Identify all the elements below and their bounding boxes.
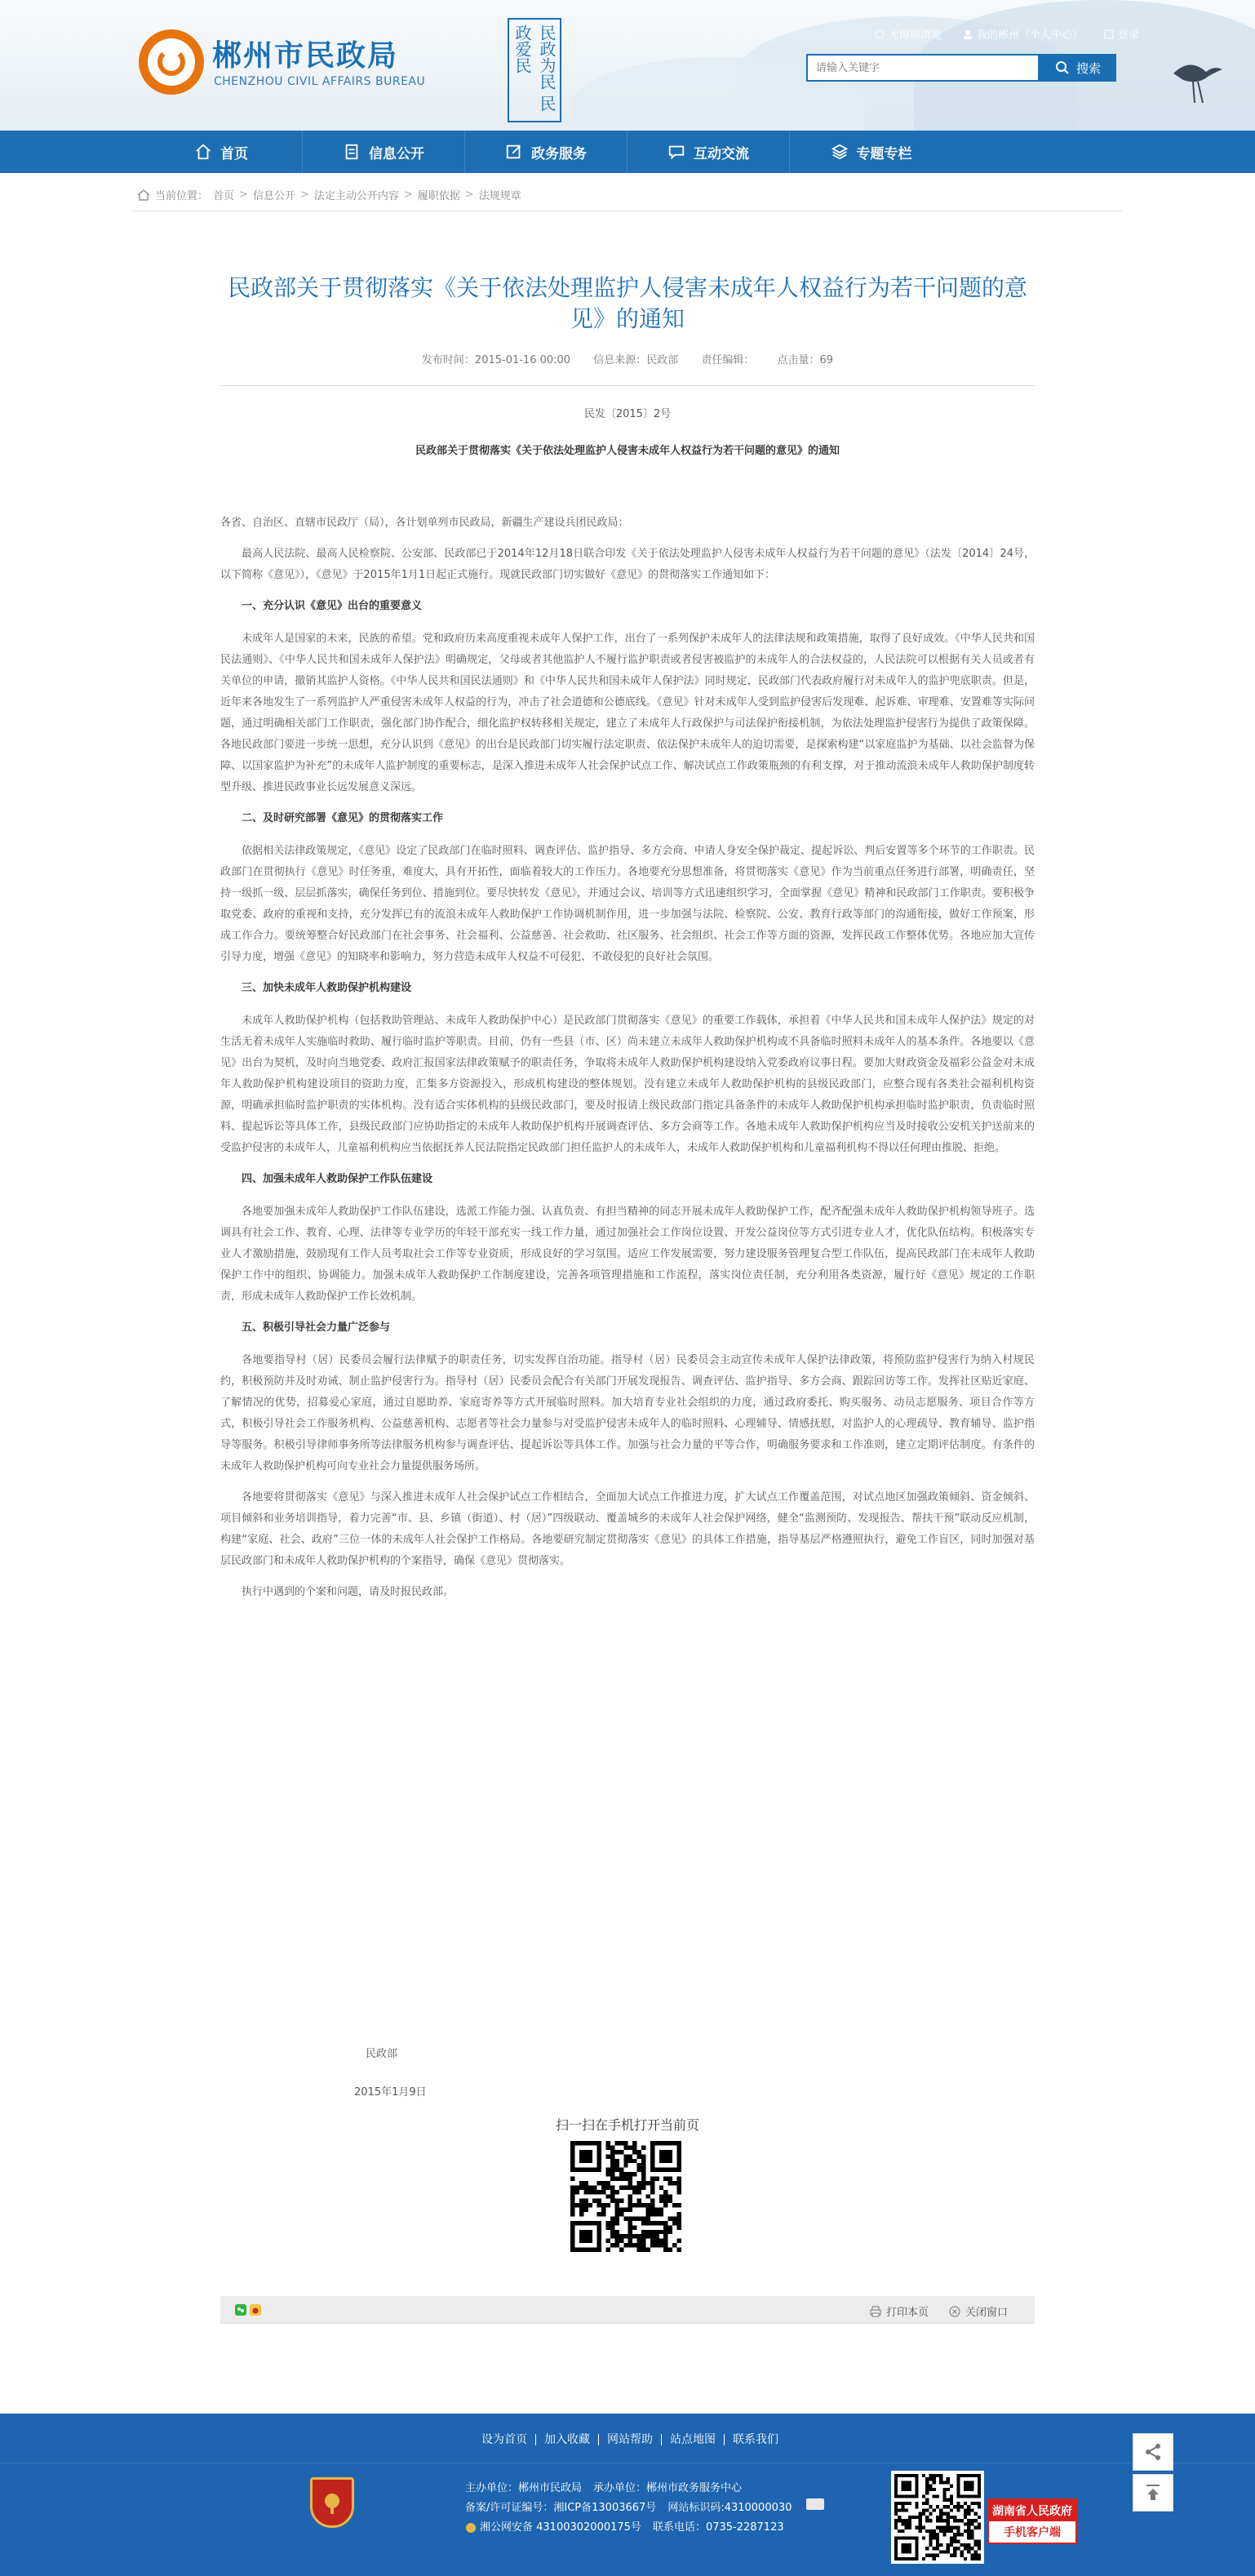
top-links <box>875 26 1139 42</box>
breadcrumb-item[interactable]: 履职依据 <box>417 190 460 202</box>
section-paragraph: 未成年人救助保护机构（包括救助管理站、未成年人救助保护中心）是民政部门贯彻落实《意见》的重要工作载体，承担着《中华人民共和国未成年人保护法》规定的对生活无着未成年人实施临时救助、履行临时监护等职责。目前，仍有一些县（市、区）尚未建立未成年人救助保护机构或不具备临时照料未成年人的基本条件。各地要以《意见》出台为契机，及时向当地党委、政府汇报国家法律政策赋予的职责任务，争取将未成年人救助保护机构建设纳入党委政府议事日程。要加大财政资金及福彩公益金对未成年人救助保护机构建设项目的资助力度，汇集多方资源投入，形成机构建设的整体规划。没有建立未成年人救助保护机构的县级民政部门，应整合现有各类社会福利机构资源，明确承担临时监护职责的实体机构。没有适合实体机构的县级民政部门，要及时报请上级民政部门指定具备条件的未成年人救助保护机构承担临时监护职责，负责临时照料、提起诉讼等具体工作，县级民政部门应协助指定的未成年人救助保护机构开展调查评估、多方会商等工作。各地未成年人救助保护机构应当及时接收公安机关护送前来的受监护侵害的未成年人，儿童福利机构应当依据抚养人民法院指定民政部门担任监护人的未成年人，未成年人救助保护机构和儿童福利机构不得以任何理由推脱、拒绝。 <box>220 1015 1035 1154</box>
breadcrumb-item[interactable]: 法定主动公开内容 <box>313 190 399 202</box>
police-record[interactable]: 湘公网安备 43100302000175号 <box>480 2521 641 2534</box>
footer-info <box>465 2479 824 2538</box>
bureau-logo <box>139 29 204 95</box>
arrow-up-icon <box>1143 2483 1163 2503</box>
section-heading: 二、及时研究部署《意见》的贯彻落实工作 <box>242 812 444 824</box>
site-name-en: CHENZHOU CIVIL AFFAIRS BUREAU <box>214 75 426 88</box>
police-badge-icon <box>465 2522 477 2534</box>
section-heading: 三、加快未成年人救助保护机构建设 <box>242 982 412 994</box>
party-gov-emblem[interactable] <box>310 2477 354 2528</box>
emblem-icon <box>322 2490 343 2515</box>
site-code: 网站标识码:4310000030 <box>667 2502 792 2514</box>
crane-icon <box>1165 49 1231 106</box>
login-icon <box>1104 29 1114 39</box>
main-nav <box>0 131 1255 173</box>
divider <box>220 385 1035 386</box>
sign-date: 2015年1月9日 <box>354 2086 427 2099</box>
footer-link-help[interactable]: 网站帮助 <box>599 2434 662 2445</box>
section-paragraph: 依据相关法律政策规定，《意见》设定了民政部门在临时照料、调查评估、监护指导、多方会商、申请人身安全保护裁定、提起诉讼、判后安置等多个环节的工作职责。民政部门在贯彻执行《意见》时任务重，难度大，具有开拓性，面临着较大的工作压力。各地要充分思想准备，将贯彻落实《意见》作为当前重点任务进行部署，明确责任，坚持一级抓一级、层层抓落实，确保任务到位、措施到位。要尽快转发《意见》，并通过会议、培训等方式迅速组织学习，全面掌握《意见》精神和民政部门工作职责。要积极争取党委、政府的重视和支持，充分发挥已有的流浪未成年人救助保护工作协调机制作用，进一步加强与法院、检察院、公安、教育行政等部门的沟通衔接，做好工作预案，形成工作合力。要统筹整合好民政部门在社会事务、社会福利、公益慈善、社会救助、社区服务、社会组织、社会工作等方面的资源，发挥民政工作整体优势。各地应加大宣传引导力度，增强《意见》的知晓率和影响力，努力营造未成年人权益不可侵犯、不敢侵犯的良好社会氛围。 <box>220 845 1035 963</box>
salutation: 各省、自治区、直辖市民政厅（局），各计划单列市民政局，新疆生产建设兵团民政局： <box>220 517 629 529</box>
document-number: 民发〔2015〕2号 <box>583 408 672 420</box>
hunan-gov-app-badge[interactable] <box>987 2498 1077 2544</box>
chat-icon <box>667 143 685 161</box>
printer-icon <box>870 2306 881 2317</box>
breadcrumb-separator: > <box>403 189 413 201</box>
print-button[interactable] <box>870 2303 929 2319</box>
nav-item-label: 首页 <box>220 145 248 162</box>
article-toolbar <box>220 2296 1035 2324</box>
user-icon <box>963 29 973 39</box>
nav-item-info-disclosure[interactable] <box>303 131 465 173</box>
close-window-button[interactable] <box>949 2303 1008 2319</box>
view-count: 点击量：69 <box>777 354 834 366</box>
edit-icon <box>505 143 523 161</box>
section-paragraph: 各地要加强未成年人救助保护工作队伍建设，选派工作能力强、认真负责、有担当精神的同志开展未成年人救助保护工作，配齐配强未成年人救助保护机构领导班子。选调具有社会工作、教育、心理、法律等专业学历的年轻干部充实一线工作力量，通过加强社会工作岗位设置、开发公益岗位等方式引进专业人才，优化队伍结构。积极落实专业人才激励措施，鼓励现有工作人员考取社会工作等专业资质，形成良好的学习氛围。适应工作发展需要，努力建设服务管理复合型工作队伍，提高民政部门在未成年人救助保护工作中的组织、协调能力。加强未成年人救助保护工作制度建设，完善各项管理措施和工作流程，落实岗位责任制，充分利用各类资源，履行好《意见》规定的工作职责，形成未成年人救助保护工作长效机制。 <box>220 1206 1035 1303</box>
nav-item-interaction[interactable] <box>628 131 790 173</box>
site-name: 郴州市民政局 <box>212 39 399 73</box>
share-float-button[interactable] <box>1133 2433 1173 2471</box>
footer-links <box>473 2434 787 2445</box>
search-button-label: 搜索 <box>1075 60 1101 76</box>
breadcrumb-separator: > <box>464 189 474 201</box>
app-badge-line1: 湖南省人民政府 <box>989 2500 1075 2521</box>
site-header <box>0 0 1255 131</box>
print-label: 打印本页 <box>886 2307 929 2319</box>
share-icon <box>1143 2442 1163 2462</box>
share-buttons <box>235 2304 261 2316</box>
closing-paragraph: 执行中遇到的个案和问题，请及时报民政部。 <box>242 1586 455 1598</box>
back-to-top-button[interactable] <box>1133 2474 1173 2512</box>
close-label: 关闭窗口 <box>965 2307 1009 2319</box>
home-icon <box>194 143 212 161</box>
breadcrumb <box>137 187 521 202</box>
sponsor: 主办单位：郴州市民政局 <box>465 2482 583 2494</box>
breadcrumb-item[interactable]: 信息公开 <box>252 190 295 202</box>
publish-time: 发布时间：2015-01-16 00:00 <box>421 354 571 366</box>
wechat-share-icon[interactable] <box>235 2304 246 2316</box>
nav-item-label: 信息公开 <box>369 145 424 162</box>
nav-item-special-topics[interactable] <box>790 131 952 173</box>
page-qr-code <box>570 2141 681 2252</box>
nav-item-gov-services[interactable] <box>465 131 628 173</box>
nav-item-label: 互动交流 <box>694 145 749 162</box>
info-source: 信息来源：民政部 <box>593 354 679 366</box>
search-button[interactable] <box>1040 54 1116 82</box>
search-input[interactable] <box>806 54 1040 82</box>
breadcrumb-item[interactable]: 法规规章 <box>478 190 521 202</box>
app-badge-line2: 手机客户端 <box>1004 2526 1061 2539</box>
signer: 民政部 <box>366 2048 398 2060</box>
cert-badge-icon[interactable] <box>806 2498 824 2510</box>
accessibility-icon <box>875 29 885 39</box>
contact-phone: 联系电话：0735-2287123 <box>652 2521 784 2534</box>
undertaker: 承办单位：郴州市政务服务中心 <box>593 2482 743 2494</box>
article-meta <box>220 351 1035 366</box>
section-heading: 四、加强未成年人救助保护工作队伍建设 <box>242 1173 433 1185</box>
document-subtitle: 民政部关于贯彻落实《关于依法处理监护人侵害未成年人权益行为若干问题的意见》的通知 <box>415 445 840 457</box>
layers-icon <box>831 143 849 161</box>
breadcrumb-separator: > <box>239 189 248 201</box>
article-title: 民政部关于贯彻落实《关于依法处理监护人侵害未成年人权益行为若干问题的意见》的通知 <box>227 274 1027 332</box>
breadcrumb-prefix: 当前位置： <box>155 190 209 202</box>
nav-item-label: 政务服务 <box>531 145 587 162</box>
section-paragraph: 各地要指导村（居）民委员会履行法律赋予的职责任务，切实发挥自治功能。指导村（居）民委员会主动宣传未成年人保护法律政策，将预防监护侵害行为纳入村规民约，积极预防并及时劝诫、制止监护侵害行为。指导村（居）民委员会配合有关部门开展发现报告、调查评估、监护指导、多方会商、跟踪回访等工作。发挥社区贴近家庭、了解情况的优势，招募爱心家庭，通过自愿助养、家庭寄养等方式开展临时照料。加大培育专业社会组织的力度，通过政府委托、购买服务、动员志愿服务、项目合作等方式，积极引导社会工作服务机构、公益慈善机构、志愿者等社会力量参与对受监护侵害未成年人的临时照料、心理辅导、情感抚慰，对监护人的心理疏导、教育辅导、监护指导等服务。积极引导律师事务所等法律服务机构参与调查评估、提起诉讼等具体工作。加强与社会力量的平等合作，明确服务要求和工作准则，建立定期评估制度。有条件的未成年人救助保护机构可向专业社会力量提供服务场所。 <box>220 1354 1035 1472</box>
editor: 责任编辑： <box>701 354 755 366</box>
intro-paragraph: 最高人民法院、最高人民检察院、公安部、民政部已于2014年12月18日联合印发《关于依法处理监护人侵害未成年人权益行为若干问题的意见》（法发〔2014〕24号，以下简称《意见》），《意见》于2015年1月1日起正式施行。现就民政部门切实做好《意见》的贯彻落实工作通知如下： <box>220 548 1035 581</box>
footer-link-sitemap[interactable]: 站点地图 <box>662 2434 725 2445</box>
article-body <box>220 513 1035 1613</box>
footer-link-favorite[interactable]: 加入收藏 <box>536 2434 599 2445</box>
nav-item-label: 专题专栏 <box>856 145 912 162</box>
footer-link-set-home[interactable]: 设为首页 <box>473 2434 536 2445</box>
search-icon <box>1055 60 1070 75</box>
home-icon <box>137 189 150 201</box>
section-paragraph: 各地要将贯彻落实《意见》与深入推进未成年人社会保护试点工作相结合，全面加大试点工作推进力度，扩大试点工作覆盖范围，对试点地区加强政策倾斜、资金倾斜、项目倾斜和业务培训指导，着力完善“市、县、乡镇（街道）、村（居）”四级联动、覆盖城乡的未成年人社会保护网络，健全“监测预防、发现报告、帮扶干预”联动反应机制，构建“家庭、社会、政府”三位一体的未成年人社会保护工作格局。各地要研究制定贯彻落实《意见》的具体工作措施，指导基层严格遵照执行，避免工作盲区，同时加强对基层民政部门和未成年人救助保护机构的个案指导，确保《意见》贯彻落实。 <box>220 1491 1035 1567</box>
section-heading: 五、积极引导社会力量广泛参与 <box>242 1321 391 1334</box>
qr-caption: 扫一扫在手机打开当前页 <box>555 2117 699 2133</box>
breadcrumb-separator: > <box>299 189 309 201</box>
footer-qr-code <box>891 2471 984 2564</box>
nav-item-home[interactable] <box>140 131 303 173</box>
login-link[interactable]: 登录 <box>1104 26 1139 42</box>
accessibility-link[interactable]: 无障碍浏览 <box>875 26 942 42</box>
breadcrumb-item[interactable]: 首页 <box>213 190 235 202</box>
slogan-seal: 民政为民 民政爱民 <box>508 18 561 122</box>
section-heading: 一、充分认识《意见》出台的重要意义 <box>242 600 423 612</box>
weibo-share-icon[interactable] <box>250 2304 261 2316</box>
section-paragraph: 未成年人是国家的未来，民族的希望。党和政府历来高度重视未成年人保护工作，出台了一系列保护未成年人的法律法规和政策措施，取得了良好成效。《中华人民共和国民法通则》、《中华人民共和国未成年人保护法》明确规定，父母或者其他监护人不履行监护职责或者侵害被监护的未成年人的合法权益的，人民法院可以根据有关人员或者有关单位的申请，撤销其监护人资格。《中华人民共和国民法通则》和《中华人民共和国未成年人保护法》同时规定，民政部门代表政府履行对未成年人的监护兜底职责。但是，近年来各地发生了一系列监护人严重侵害未成年人权益的行为，冲击了社会道德和公德底线。《意见》针对未成年人受到监护侵害后发现难、起诉难、审理难、安置难等实际问题，通过明确相关部门工作职责，强化部门协作配合，细化监护权转移相关规定，建立了未成年人行政保护与司法保护衔接机制，为依法处理监护侵害行为提供了政策保障。各地民政部门要进一步统一思想，充分认识到《意见》的出台是民政部门切实履行法定职责、依法保护未成年人的迫切需要，是探索构建“以家庭监护为基础、以社会监督为保障、以国家监护为补充”的未成年人监护制度的重要标志，是深入推进未成年人社会保护试点工作、解决试点工作政策瓶颈的有利支撑，对于推动流浪未成年人救助保护制度转型升级、推进民政事业长远发展意义深远。 <box>220 633 1035 793</box>
site-footer <box>0 2414 1255 2576</box>
my-chenzhou-link[interactable]: 我的郴州（个人中心） <box>963 26 1083 42</box>
footer-link-contact[interactable]: 联系我们 <box>733 2433 778 2446</box>
close-icon <box>949 2306 960 2317</box>
icp-number[interactable]: 备案/许可证编号：湘ICP备13003667号 <box>465 2502 657 2514</box>
document-icon <box>343 143 361 161</box>
